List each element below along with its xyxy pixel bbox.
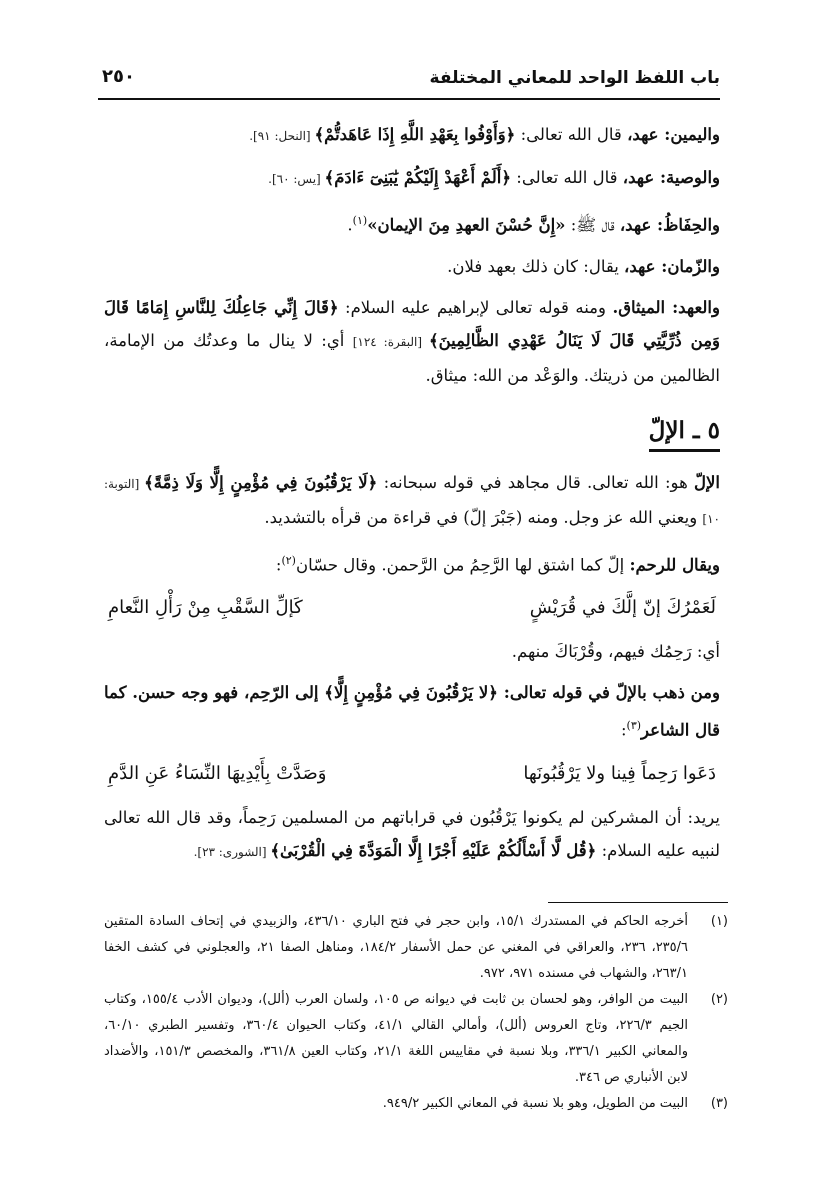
footnote-item — [104, 1091, 728, 1117]
lead-term: ومن ذهب بالإلّ في قوله تعالى: — [497, 683, 720, 702]
paragraph-text: يريد: أن المشركين لم يكونوا يَرْقُبُون في قراباتهم من المسلمين رَحِماً، وقد قال الله تعالى لنبيه عليه السلام: — [104, 807, 720, 860]
paragraph-text: يقال: كان ذلك بعهد فلان. — [447, 256, 625, 276]
quran-reference: [يس: ٦٠]. — [268, 172, 325, 186]
footnote-marker: (٣) — [626, 719, 642, 732]
page-number: ٢٥٠ — [102, 66, 135, 87]
lead-term: والعهد: الميثاق. — [612, 297, 720, 317]
lead-term: الإلّ — [694, 472, 721, 492]
footnote-text: أخرجه الحاكم في المستدرك ١٥/١، وابن حجر في فتح الباري ٤٣٦/١٠، والزبيدي في إتحاف السادة المتقين ٢٣٥/٦، ٢٣٦، والعراقي في المغني عن حمل الأسفار ١٨٤/٢، ومناهل الصفا ٢١، والعجلوني في كشف الخفا ٢٦٣/١، والشهاب في مسنده ٩٧١، ٩٧٢. — [104, 914, 689, 981]
lead-term: والوصية: عهد، — [622, 168, 720, 187]
poetry-verse — [104, 591, 720, 625]
paragraph-wasiyya — [104, 161, 720, 196]
paragraph-ill-definition — [104, 466, 720, 536]
paragraph-yamin — [104, 118, 720, 153]
quran-reference: [الشورى: ٢٣]. — [193, 844, 271, 859]
paragraph-explanation — [104, 635, 720, 668]
footnote-marker: (٢) — [281, 553, 296, 567]
poetry-verse — [104, 757, 720, 791]
hadith-quote: «إِنَّ حُسْنَ العهدِ مِنَ الإيمان» — [367, 215, 566, 235]
quran-reference: [البقرة: ١٢٤] — [352, 334, 429, 349]
quran-quote: ﴿قُل لَّا أَسْأَلُكُمْ عَلَيْهِ أَجْرًا إِلَّا الْمَوَدَّةَ فِي الْقُرْبَىٰ﴾ — [270, 840, 597, 860]
footnote-text: البيت من الطويل، وهو بلا نسبة في المعاني الكبير ٩٤٩/٢. — [382, 1096, 688, 1111]
paragraph-text: قال الله تعالى: — [515, 125, 628, 144]
running-title: باب اللفظ الواحد للمعاني المختلفة — [429, 68, 720, 88]
verse-first-hemistich: دَعَوا رَحِماً فِينا ولا يَرْقُبُونَها — [523, 762, 716, 784]
paragraph-tail: أي: لا ينال ما وعدتُك من الإمامة، الظالمين من ذريتك. والوَعْد من الله: ميثاق. — [104, 330, 720, 385]
section-heading: ٥ ـ الإلّ — [649, 414, 720, 452]
quran-quote: ﴿وَأَوْفُوا بِعَهْدِ اللَّهِ إِذَا عَاهَدتُّمْ﴾ — [314, 125, 516, 144]
quran-quote: ﴿قَالَ إِنِّي جَاعِلُكَ لِلنَّاسِ إِمَامًا قَالَ وَمِن ذُرِّيَّتِي قَالَ لَا يَنَالُ عَهْدِي الظَّالِمِينَ﴾ — [104, 297, 720, 350]
paragraph-text: أي: رَحِمُك فيهم، وقُرْبَاكَ منهم. — [511, 642, 720, 661]
paragraph-rahim — [104, 544, 720, 582]
paragraph-text: قال ﷺ: — [565, 215, 620, 235]
quran-quote: ﴿لا يَرْقُبُونَ فِي مُؤْمِنٍ إِلًّا﴾ — [324, 683, 498, 702]
lead-term: والحِفَاظُ: عهد، — [619, 215, 720, 235]
paragraph-meaning — [104, 801, 720, 869]
paragraph-tail: : — [620, 720, 627, 740]
paragraph-ahd — [104, 291, 720, 392]
lead-term: واليمين: عهد، — [627, 125, 720, 144]
quran-reference: [النحل: ٩١]. — [249, 129, 315, 143]
page-header — [98, 58, 720, 100]
footnote-number: (٢) — [710, 992, 728, 1007]
verse-first-hemistich: لَعَمْرُكَ إنّ إلَّكَ في قُرَيْشٍ — [529, 597, 716, 618]
quran-reference: [التوبة: ١٠] — [104, 476, 720, 526]
paragraph-tail: : — [275, 555, 282, 574]
footnote-marker: (١) — [352, 214, 368, 227]
lead-term: ويقال للرحم: — [629, 555, 720, 574]
paragraph-text: إلى الرّحِم، فهو وجه حسن. كما قال الشاعر — [104, 683, 720, 740]
footnote-item — [104, 987, 728, 1091]
paragraph-tail: ويعني الله عز وجل. ومنه (جَبْرَ إلّ) في قراءة من قرأه بالتشديد. — [264, 507, 703, 527]
quran-quote: ﴿لَا يَرْقُبُونَ فِي مُؤْمِنٍ إِلًّا وَلَا ذِمَّةً﴾ — [144, 472, 378, 492]
footnote-text: البيت من الوافر، وهو لحسان بن ثابت في ديوانه ص ١٠٥، ولسان العرب (ألل)، وديوان الأدب ١٥٥/٤، وكتاب الجيم ٢٢٦/٣، وتاج العروس (ألل)، وأمالي القالي ٤١/١، وكتاب الحيوان ٣٦٠/٤، وتفسير الطبري ٦٠/١٠، والمعاني الكبير ٣٣٦/١، وبلا نسبة في مقاييس اللغة ٢١/١، وكتاب العين ٣٦١/٨، والمخصص ١٥١/٣، والأضداد لابن الأنباري ص ٣٤٦. — [104, 992, 689, 1085]
paragraph-ill-rahim — [104, 676, 720, 747]
paragraph-text: قال الله تعالى: — [511, 168, 623, 187]
paragraph-text: هو: الله تعالى. قال مجاهد في قوله سبحانه: — [377, 472, 695, 492]
footnote-divider — [548, 902, 728, 903]
main-text — [104, 118, 720, 877]
footnote-number: (١) — [710, 914, 728, 929]
footnotes — [104, 902, 728, 1117]
paragraph-tail: . — [347, 215, 353, 235]
paragraph-text: إلّ كما اشتق لها الرَّحِمُ من الرَّحمن. وقال حسّان — [295, 555, 630, 574]
lead-term: والزّمان: عهد، — [624, 256, 720, 276]
paragraph-hifaz — [104, 204, 720, 242]
footnote-number: (٣) — [710, 1096, 728, 1111]
paragraph-zaman — [104, 250, 720, 283]
verse-second-hemistich: كَإلِّ السَّقْبِ مِنْ رَأْلِ النَّعامِ — [108, 597, 303, 618]
quran-quote: ﴿أَلَمْ أَعْهَدْ إِلَيْكُمْ يَٰبَنِىٓ ءَادَمَ﴾ — [324, 168, 512, 187]
paragraph-text: ومنه قوله تعالى لإبراهيم عليه السلام: — [338, 297, 613, 317]
verse-second-hemistich: وَصَدَّتْ بِأَيْدِيهَا النِّسَاءُ عَنِ الدَّمِ — [108, 762, 327, 784]
footnote-item — [104, 909, 728, 987]
